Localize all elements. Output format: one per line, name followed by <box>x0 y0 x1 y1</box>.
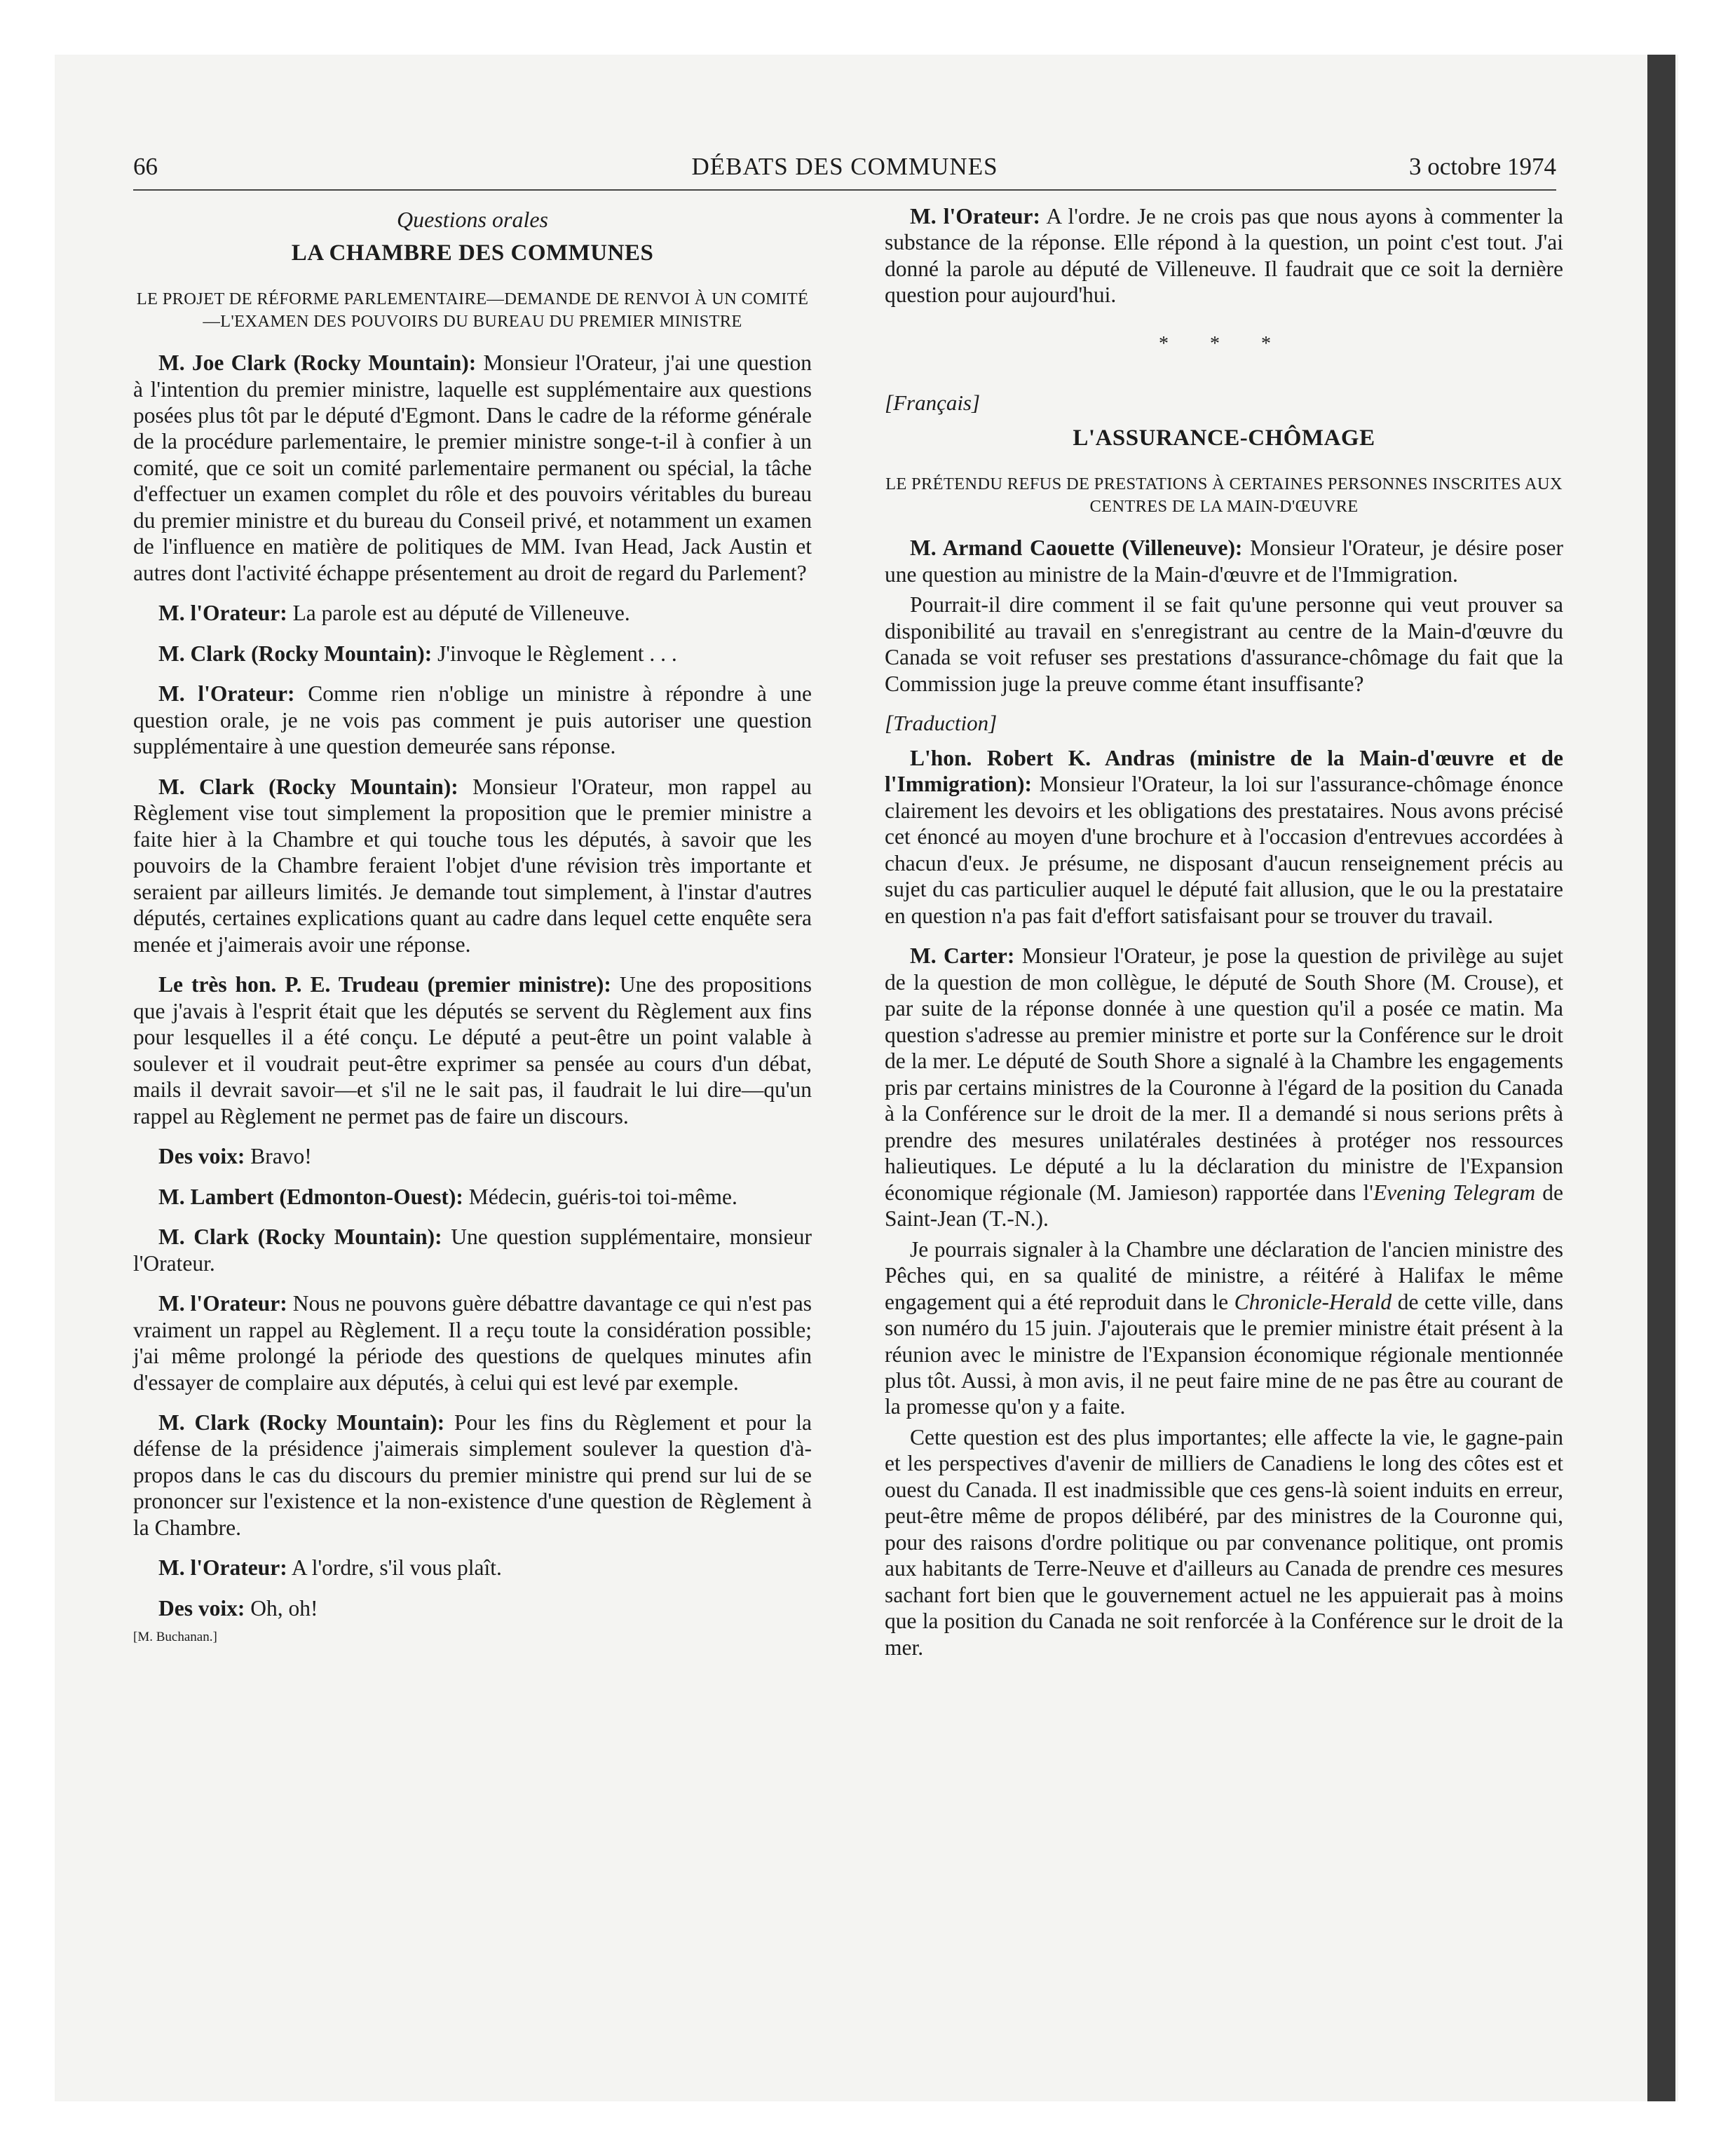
speech-paragraph <box>133 971 812 1129</box>
speech-text: Monsieur l'Orateur, j'ai une question à l'intention du premier ministre, laquelle est supplémentaire aux questions posées plus tôt par le député d'Egmont. Dans le cadre de la réforme générale de la procédure parlementaire, le premier ministre songe-t-il à confier à un comité, que ce soit un comité parlementaire permanent ou spécial, la tâche d'effectuer un examen complet du rôle et des pouvoirs véritables du bureau du premier ministre et du bureau du Conseil privé, et notamment un examen de l'influence en matière de politiques de MM. Ivan Head, Jack Austin et autres dont l'activité échappe présentement au droit de regard du Parlement? <box>133 350 812 585</box>
page-number: 66 <box>133 153 158 180</box>
running-title: DÉBATS DES COMMUNES <box>691 153 998 180</box>
speech-paragraph <box>133 1224 812 1276</box>
section-subtitle: LE PRÉTENDU REFUS DE PRESTATIONS À CERTAINES PERSONNES INSCRITES AUX CENTRES DE LA MAIN-D'ŒUVRE <box>885 475 1563 517</box>
speech-text: Une question supplémentaire, monsieur l'Orateur. <box>133 1224 812 1276</box>
speech-paragraph <box>133 641 812 667</box>
speaker-name: M. Joe Clark (Rocky Mountain): <box>158 350 477 376</box>
section-label: Questions orales <box>397 207 548 232</box>
speech-text: A l'ordre. Je ne crois pas que nous ayons à commenter la substance de la réponse. Elle répond à la question, un point c'est tout. J'ai donné la parole au député de Villeneuve. Il faudrait que ce soit la dernière question pour aujourd'hui. <box>885 204 1563 308</box>
speech-paragraph <box>133 1143 812 1169</box>
speech-text: Nous ne pouvons guère débattre davantage ce qui n'est pas vraiment un rappel au Règlement. Il a reçu toute la considération possible; j'ai même prolongé la période des questions de quelques minutes afin d'essayer de complaire aux députés, à celui qui est levé par exemple. <box>133 1291 812 1395</box>
speech-paragraph <box>885 535 1563 587</box>
speaker-name: Des voix: <box>158 1595 245 1621</box>
newspaper-title: Evening Telegram <box>1373 1180 1536 1205</box>
speech-paragraph <box>885 203 1563 308</box>
right-column <box>885 203 1563 1674</box>
speech-text: Monsieur l'Orateur, je désire poser une question au ministre de la Main-d'œuvre et de l'Immigration. <box>885 535 1563 587</box>
speaker-name: M. l'Orateur: <box>910 204 1040 228</box>
speech-text: La parole est au député de Villeneuve. <box>287 601 630 626</box>
scan-edge-bar <box>1647 55 1675 2101</box>
speech-paragraph <box>133 600 812 626</box>
speech-text: Médecin, guéris-toi toi-même. <box>463 1184 737 1209</box>
speech-text: Monsieur l'Orateur, je pose la question de privilège au sujet de la question de mon collègue, le député de South Shore (M. Crouse), et par suite de la réponse donnée à une question qu'il a posée ce matin. Ma question s'adresse au premier ministre et porte sur la Conférence sur le droit de la mer. Le député de South Shore a signalé à la Chambre les engagements pris par certains ministres de la Couronne à l'égard de la position du Canada à la Conférence sur le droit de la mer. Il a demandé si nous serions prêts à prendre des mesures unilatérales destinées à protéger nos ressources halieutiques. Le député a lu la déclaration du ministre de l'Expansion économique régionale (M. Jamieson) rapportée dans l' <box>885 943 1563 1205</box>
speaker-name: M. l'Orateur: <box>158 1291 287 1316</box>
speech-paragraph <box>133 1595 812 1621</box>
speech-paragraph <box>885 745 1563 929</box>
section-subtitle: LE PROJET DE RÉFORME PARLEMENTAIRE—DEMANDE DE RENVOI À UN COMITÉ—L'EXAMEN DES POUVOIRS DU BUREAU DU PREMIER MINISTRE <box>136 289 809 332</box>
speaker-name: Le très hon. P. E. Trudeau (premier ministre): <box>158 972 611 997</box>
speaker-name: Des voix: <box>158 1144 245 1169</box>
speaker-name: M. Carter: <box>910 943 1015 969</box>
speaker-name: M. Clark (Rocky Mountain): <box>158 774 458 799</box>
section-separator: * * * <box>1159 332 1289 355</box>
language-marker: [Français] <box>885 390 981 416</box>
speech-text: Pour les fins du Règlement et pour la défense de la présidence j'aimerais simplement soulever la question d'à-propos dans le cas du discours du premier ministre qui prend sur lui de se prononcer sur l'existence et la non-existence d'une question de Règlement à la Chambre. <box>133 1410 812 1540</box>
footnote: [M. Buchanan.] <box>133 1630 217 1645</box>
newspaper-title: Chronicle-Herald <box>1234 1289 1392 1314</box>
speech-text: J'invoque le Règlement . . . <box>432 641 677 666</box>
speech-text: de cette ville, dans son numéro du 15 juin. J'ajouterais que le premier ministre était présent à la réunion avec le ministre de l'Expansion économique régionale mentionnée plus tôt. Aussi, à mon avis, il ne peut faire mine de ne pas être au courant de la promesse qu'on y a faite. <box>885 1289 1564 1419</box>
speech-paragraph <box>133 1184 812 1210</box>
page-header <box>133 153 1556 191</box>
speech-paragraph <box>133 774 812 957</box>
speaker-name: M. Clark (Rocky Mountain): <box>158 1224 442 1250</box>
speech-paragraph <box>133 350 812 586</box>
speech-paragraph <box>133 1410 812 1541</box>
speech-text: Oh, oh! <box>245 1595 318 1621</box>
speaker-name: M. Armand Caouette (Villeneuve): <box>910 535 1243 561</box>
speaker-name: M. Clark (Rocky Mountain): <box>158 1410 445 1435</box>
page-date: 3 octobre 1974 <box>1409 153 1556 180</box>
speech-paragraph <box>133 1290 812 1396</box>
speech-paragraph <box>885 1236 1563 1420</box>
speech-paragraph: Cette question est des plus importantes; elle affecte la vie, le gagne-pain et les perspectives d'avenir de milliers de Canadiens le long des côtes est et ouest du Canada. Il est inadmissible que ces gens-là soient induits en erreur, peut-être même de propos délibéré, par des ministres de la Couronne qui, pour des raisons d'ordre politique ou par convenance politique, ont promis aux habitants de Terre-Neuve et d'ailleurs au Canada de prendre ces mesures sachant fort bien que le gouvernement actuel ne les appuierait pas à moins que la position du Canada ne soit renforcée à la Conférence sur le droit de la mer. <box>885 1424 1563 1660</box>
speech-text: Monsieur l'Orateur, la loi sur l'assurance-chômage énonce clairement les devoirs et les obligations des prestataires. Nous avons précisé cet énoncé au moyen d'une brochure et à l'occasion d'entrevues accordées à chacun d'eux. Je présume, ne disposant d'aucun renseignement précis au sujet du cas particulier auquel le député fait allusion, que le ou la prestataire en question n'a pas fait d'effort satisfaisant pour se trouver du travail. <box>885 772 1563 928</box>
speech-paragraph: Pourrait-il dire comment il se fait qu'une personne qui veut prouver sa disponibilité au travail en s'enregistrant au centre de la Main-d'œuvre du Canada se voit refuser ses prestations d'assurance-chômage du fait que la Commission juge la preuve comme étant insuffisante? <box>885 592 1563 696</box>
speaker-name: M. l'Orateur: <box>158 681 295 707</box>
speech-paragraph <box>885 943 1563 1231</box>
speech-text: Je pourrais signaler à la Chambre une déclaration de l'ancien ministre des Pêches qui, en sa qualité de ministre, a réitéré à Halifax le même engagement qui a été reproduit dans le <box>885 1236 1563 1314</box>
speech-text: A l'ordre, s'il vous plaît. <box>287 1555 502 1581</box>
speech-text: de Saint-Jean (T.-N.). <box>885 1180 1563 1231</box>
speech-text: Une des propositions que j'avais à l'esprit était que les députés se servent du Règlement aux fins pour lesquelles il a été conçu. Le député a peut-être un point valable à soulever et il voudrait peut-être exprimer sa pensée au cours d'un débat, mails il devrait savoir—et s'il ne le sait pas, il faudrait le lui dire—qu'un rappel au Règlement ne permet pas de faire un discours. <box>133 972 812 1128</box>
section-title: L'ASSURANCE-CHÔMAGE <box>1073 425 1375 451</box>
speaker-name: M. Clark (Rocky Mountain): <box>158 641 433 666</box>
language-marker: [Traduction] <box>885 710 998 735</box>
speech-paragraph <box>133 1555 812 1581</box>
speech-text: Bravo! <box>245 1144 312 1169</box>
speech-text: Comme rien n'oblige un ministre à répondre à une question orale, je ne vois pas comment je puis autoriser une question supplémentaire à une question demeurée sans réponse. <box>133 681 812 759</box>
speaker-name: L'hon. Robert K. Andras (ministre de la Main-d'œuvre et de l'Immigration): <box>885 745 1563 797</box>
speaker-name: M. l'Orateur: <box>158 1555 287 1581</box>
section-title: LA CHAMBRE DES COMMUNES <box>291 240 654 266</box>
speaker-name: M. l'Orateur: <box>158 601 287 626</box>
speech-paragraph <box>133 681 812 759</box>
left-column <box>133 203 812 1659</box>
speech-text: Monsieur l'Orateur, mon rappel au Règlement vise tout simplement la proposition que le premier ministre a faite hier à la Chambre et qui touche tous les députés, à savoir que les pouvoirs de la Chambre feraient l'objet d'une révision très importante et seraient par ailleurs limités. Je demande tout simplement, à l'instar d'autres députés, certaines explications quant au cadre dans lequel cette enquête sera menée et j'aimerais avoir une réponse. <box>133 774 812 957</box>
speaker-name: M. Lambert (Edmonton-Ouest): <box>158 1184 463 1209</box>
